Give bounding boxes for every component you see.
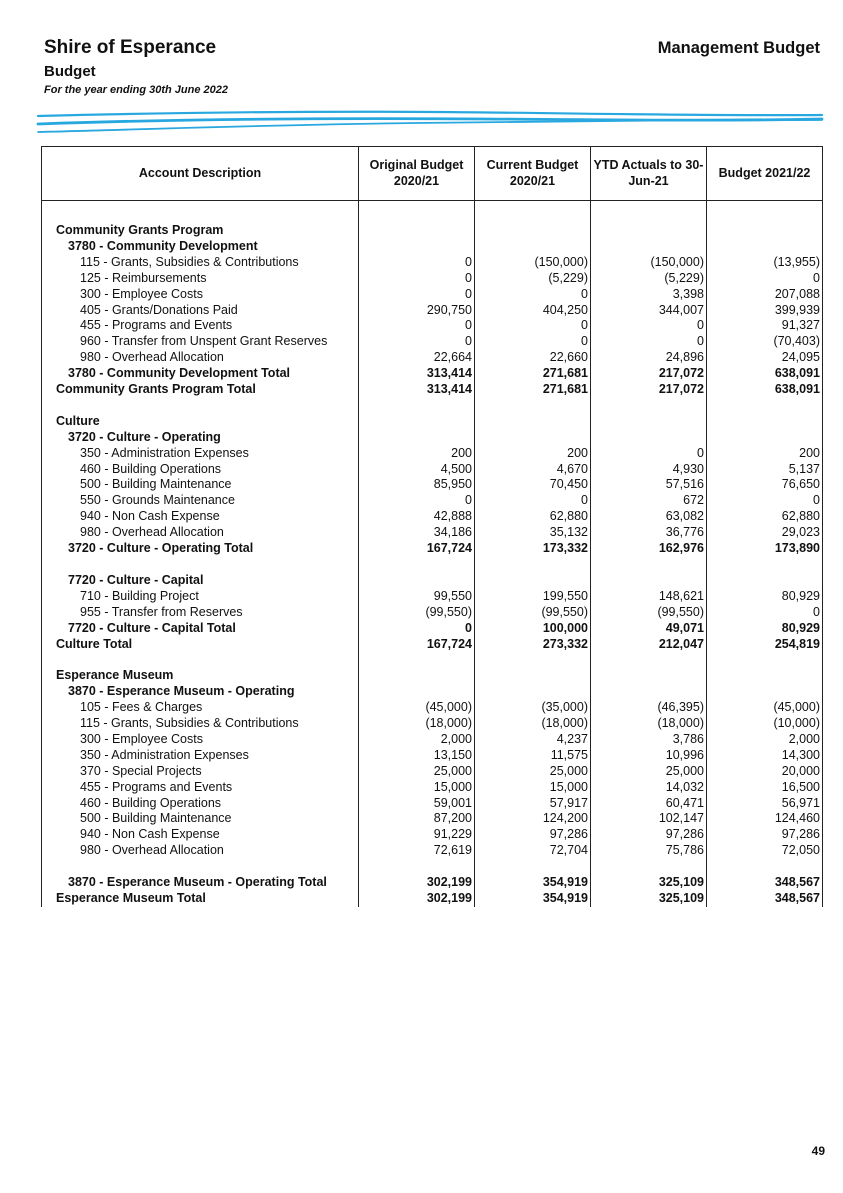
cell-original-budget: 2,000 <box>359 732 475 748</box>
total-row <box>42 891 823 907</box>
cell-ytd-actuals: 148,621 <box>591 589 707 605</box>
cell-original-budget <box>359 239 475 255</box>
cell-budget-2021-22: 62,880 <box>707 509 823 525</box>
cell-current-budget: (35,000) <box>475 700 591 716</box>
cell-ytd-actuals: (18,000) <box>591 716 707 732</box>
cell-original-budget: 0 <box>359 621 475 637</box>
cell-budget-2021-22: (10,000) <box>707 716 823 732</box>
cell-current-budget: (18,000) <box>475 716 591 732</box>
cell-budget-2021-22: 16,500 <box>707 780 823 796</box>
cell-ytd-actuals: 97,286 <box>591 827 707 843</box>
cell-original-budget <box>359 223 475 239</box>
cell-current-budget: 15,000 <box>475 780 591 796</box>
cell-current-budget: 354,919 <box>475 875 591 891</box>
account-description: 710 - Building Project <box>42 589 359 605</box>
table-row <box>42 287 823 303</box>
cell-budget-2021-22: 399,939 <box>707 303 823 319</box>
cell-current-budget <box>475 573 591 589</box>
budget-table <box>41 146 823 907</box>
cell-ytd-actuals: 217,072 <box>591 382 707 398</box>
organisation-title: Shire of Esperance <box>44 37 217 58</box>
cell-budget-2021-22: 0 <box>707 271 823 287</box>
cell-original-budget: 167,724 <box>359 637 475 653</box>
table-row <box>42 764 823 780</box>
cell-original-budget: 0 <box>359 287 475 303</box>
cell-ytd-actuals <box>591 557 707 573</box>
table-row <box>42 462 823 478</box>
account-description: Esperance Museum <box>42 668 359 684</box>
table-row <box>42 700 823 716</box>
account-description: 960 - Transfer from Unspent Grant Reserves <box>42 334 359 350</box>
cell-budget-2021-22: 80,929 <box>707 621 823 637</box>
budget-table-header <box>42 147 823 201</box>
cell-ytd-actuals: 344,007 <box>591 303 707 319</box>
cell-ytd-actuals: 57,516 <box>591 477 707 493</box>
account-description: 3870 - Esperance Museum - Operating <box>42 684 359 700</box>
cell-budget-2021-22: 76,650 <box>707 477 823 493</box>
cell-current-budget <box>475 223 591 239</box>
section-heading-row <box>42 239 823 255</box>
table-row <box>42 477 823 493</box>
table-row <box>42 780 823 796</box>
account-description: 460 - Building Operations <box>42 796 359 812</box>
account-description <box>42 859 359 875</box>
cell-original-budget: 15,000 <box>359 780 475 796</box>
cell-original-budget: 200 <box>359 446 475 462</box>
account-description: 125 - Reimbursements <box>42 271 359 287</box>
cell-ytd-actuals <box>591 239 707 255</box>
page-number: 49 <box>811 1144 825 1158</box>
cell-budget-2021-22: 2,000 <box>707 732 823 748</box>
cell-original-budget: 91,229 <box>359 827 475 843</box>
spacer-row <box>42 557 823 573</box>
cell-ytd-actuals <box>591 668 707 684</box>
account-description: 405 - Grants/Donations Paid <box>42 303 359 319</box>
spacer-row <box>42 652 823 668</box>
cell-current-budget: 0 <box>475 287 591 303</box>
cell-current-budget <box>475 652 591 668</box>
account-description: 460 - Building Operations <box>42 462 359 478</box>
cell-budget-2021-22 <box>707 201 823 224</box>
cell-original-budget: 0 <box>359 318 475 334</box>
cell-budget-2021-22 <box>707 684 823 700</box>
table-row <box>42 811 823 827</box>
cell-budget-2021-22: 0 <box>707 493 823 509</box>
account-description: 3720 - Culture - Operating Total <box>42 541 359 557</box>
cell-current-budget: 173,332 <box>475 541 591 557</box>
cell-ytd-actuals: 3,398 <box>591 287 707 303</box>
cell-budget-2021-22: 124,460 <box>707 811 823 827</box>
cell-original-budget: 85,950 <box>359 477 475 493</box>
cell-ytd-actuals: 63,082 <box>591 509 707 525</box>
account-description <box>42 652 359 668</box>
cell-ytd-actuals: (46,395) <box>591 700 707 716</box>
cell-current-budget: 273,332 <box>475 637 591 653</box>
cell-budget-2021-22: (70,403) <box>707 334 823 350</box>
cell-current-budget: 200 <box>475 446 591 462</box>
account-description: 300 - Employee Costs <box>42 732 359 748</box>
cell-original-budget: 87,200 <box>359 811 475 827</box>
col-header-ytd-actuals: YTD Actuals to 30-Jun-21 <box>591 147 707 201</box>
cell-ytd-actuals: 162,976 <box>591 541 707 557</box>
cell-ytd-actuals: 10,996 <box>591 748 707 764</box>
cell-budget-2021-22: 72,050 <box>707 843 823 859</box>
cell-budget-2021-22: 200 <box>707 446 823 462</box>
cell-ytd-actuals: 0 <box>591 334 707 350</box>
section-heading-row <box>42 414 823 430</box>
cell-original-budget: 42,888 <box>359 509 475 525</box>
table-row <box>42 334 823 350</box>
cell-budget-2021-22 <box>707 859 823 875</box>
brand-swoosh-graphic <box>36 110 826 136</box>
account-description: 980 - Overhead Allocation <box>42 350 359 366</box>
cell-original-budget: (99,550) <box>359 605 475 621</box>
account-description <box>42 201 359 224</box>
cell-current-budget <box>475 414 591 430</box>
cell-ytd-actuals: 0 <box>591 318 707 334</box>
cell-current-budget: 97,286 <box>475 827 591 843</box>
cell-ytd-actuals: 75,786 <box>591 843 707 859</box>
cell-current-budget: 271,681 <box>475 366 591 382</box>
table-row <box>42 350 823 366</box>
cell-current-budget: 199,550 <box>475 589 591 605</box>
account-description: 115 - Grants, Subsidies & Contributions <box>42 716 359 732</box>
cell-original-budget: 167,724 <box>359 541 475 557</box>
cell-original-budget: 0 <box>359 493 475 509</box>
cell-budget-2021-22: 14,300 <box>707 748 823 764</box>
account-description: 115 - Grants, Subsidies & Contributions <box>42 255 359 271</box>
table-row <box>42 605 823 621</box>
cell-current-budget: 70,450 <box>475 477 591 493</box>
cell-current-budget <box>475 430 591 446</box>
cell-budget-2021-22: (45,000) <box>707 700 823 716</box>
cell-ytd-actuals <box>591 684 707 700</box>
total-row <box>42 366 823 382</box>
header-row <box>42 147 823 201</box>
table-row <box>42 843 823 859</box>
cell-original-budget: 99,550 <box>359 589 475 605</box>
cell-current-budget: 62,880 <box>475 509 591 525</box>
cell-current-budget: 22,660 <box>475 350 591 366</box>
section-heading-row <box>42 668 823 684</box>
table-row <box>42 732 823 748</box>
table-row <box>42 318 823 334</box>
cell-budget-2021-22: 5,137 <box>707 462 823 478</box>
cell-current-budget: 271,681 <box>475 382 591 398</box>
cell-current-budget: 124,200 <box>475 811 591 827</box>
cell-original-budget: 302,199 <box>359 891 475 907</box>
cell-ytd-actuals: 325,109 <box>591 891 707 907</box>
account-description: 955 - Transfer from Reserves <box>42 605 359 621</box>
account-description: 980 - Overhead Allocation <box>42 525 359 541</box>
cell-current-budget: 0 <box>475 334 591 350</box>
cell-current-budget: 57,917 <box>475 796 591 812</box>
cell-ytd-actuals: 0 <box>591 446 707 462</box>
cell-ytd-actuals: 25,000 <box>591 764 707 780</box>
cell-budget-2021-22: 207,088 <box>707 287 823 303</box>
cell-current-budget <box>475 239 591 255</box>
cell-original-budget: 313,414 <box>359 382 475 398</box>
cell-original-budget: 290,750 <box>359 303 475 319</box>
cell-budget-2021-22: 638,091 <box>707 366 823 382</box>
cell-budget-2021-22 <box>707 398 823 414</box>
cell-budget-2021-22: 97,286 <box>707 827 823 843</box>
cell-original-budget: 59,001 <box>359 796 475 812</box>
cell-ytd-actuals: 36,776 <box>591 525 707 541</box>
cell-original-budget: 13,150 <box>359 748 475 764</box>
cell-budget-2021-22: 173,890 <box>707 541 823 557</box>
cell-budget-2021-22: 56,971 <box>707 796 823 812</box>
cell-original-budget: 0 <box>359 255 475 271</box>
table-row <box>42 525 823 541</box>
cell-ytd-actuals: (150,000) <box>591 255 707 271</box>
cell-current-budget: (99,550) <box>475 605 591 621</box>
table-row <box>42 589 823 605</box>
table-row <box>42 303 823 319</box>
cell-original-budget: 313,414 <box>359 366 475 382</box>
col-header-current-budget: Current Budget 2020/21 <box>475 147 591 201</box>
cell-budget-2021-22 <box>707 414 823 430</box>
cell-ytd-actuals: 60,471 <box>591 796 707 812</box>
cell-original-budget <box>359 414 475 430</box>
account-description: 370 - Special Projects <box>42 764 359 780</box>
cell-ytd-actuals <box>591 859 707 875</box>
col-header-original-budget: Original Budget 2020/21 <box>359 147 475 201</box>
cell-current-budget: 11,575 <box>475 748 591 764</box>
cell-original-budget: 302,199 <box>359 875 475 891</box>
spacer-row <box>42 398 823 414</box>
cell-ytd-actuals: 212,047 <box>591 637 707 653</box>
cell-budget-2021-22 <box>707 223 823 239</box>
account-description: Community Grants Program Total <box>42 382 359 398</box>
account-description: Esperance Museum Total <box>42 891 359 907</box>
account-description: 3720 - Culture - Operating <box>42 430 359 446</box>
cell-ytd-actuals <box>591 652 707 668</box>
table-row <box>42 796 823 812</box>
section-heading-row <box>42 684 823 700</box>
account-description: 940 - Non Cash Expense <box>42 509 359 525</box>
cell-budget-2021-22: 0 <box>707 605 823 621</box>
budget-table-body <box>42 201 823 907</box>
cell-budget-2021-22 <box>707 573 823 589</box>
cell-original-budget: 0 <box>359 271 475 287</box>
cell-current-budget: 4,237 <box>475 732 591 748</box>
account-description: 980 - Overhead Allocation <box>42 843 359 859</box>
cell-original-budget <box>359 573 475 589</box>
cell-current-budget <box>475 859 591 875</box>
cell-original-budget <box>359 668 475 684</box>
cell-current-budget <box>475 201 591 224</box>
table-row <box>42 827 823 843</box>
account-description: Community Grants Program <box>42 223 359 239</box>
section-heading-row <box>42 430 823 446</box>
account-description: 300 - Employee Costs <box>42 287 359 303</box>
cell-budget-2021-22 <box>707 652 823 668</box>
cell-budget-2021-22: 24,095 <box>707 350 823 366</box>
cell-current-budget: 100,000 <box>475 621 591 637</box>
cell-budget-2021-22: 254,819 <box>707 637 823 653</box>
cell-current-budget: 35,132 <box>475 525 591 541</box>
account-description: 350 - Administration Expenses <box>42 446 359 462</box>
document-type: Management Budget <box>657 39 820 57</box>
reporting-period: For the year ending 30th June 2022 <box>44 84 229 96</box>
cell-budget-2021-22 <box>707 668 823 684</box>
cell-current-budget: 72,704 <box>475 843 591 859</box>
cell-budget-2021-22: 91,327 <box>707 318 823 334</box>
cell-ytd-actuals: 49,071 <box>591 621 707 637</box>
table-row <box>42 271 823 287</box>
account-description <box>42 557 359 573</box>
cell-original-budget <box>359 684 475 700</box>
account-description: 500 - Building Maintenance <box>42 811 359 827</box>
cell-current-budget: (150,000) <box>475 255 591 271</box>
total-row <box>42 637 823 653</box>
cell-ytd-actuals <box>591 573 707 589</box>
cell-original-budget <box>359 557 475 573</box>
cell-current-budget: 0 <box>475 318 591 334</box>
cell-original-budget: (45,000) <box>359 700 475 716</box>
account-description: 105 - Fees & Charges <box>42 700 359 716</box>
table-row <box>42 255 823 271</box>
table-row <box>42 748 823 764</box>
account-description: 350 - Administration Expenses <box>42 748 359 764</box>
cell-ytd-actuals <box>591 201 707 224</box>
spacer-row <box>42 201 823 224</box>
cell-ytd-actuals: (99,550) <box>591 605 707 621</box>
table-row <box>42 493 823 509</box>
account-description: 455 - Programs and Events <box>42 318 359 334</box>
cell-original-budget <box>359 430 475 446</box>
cell-ytd-actuals: 672 <box>591 493 707 509</box>
cell-original-budget: 72,619 <box>359 843 475 859</box>
total-row <box>42 382 823 398</box>
cell-budget-2021-22: 20,000 <box>707 764 823 780</box>
account-description: 455 - Programs and Events <box>42 780 359 796</box>
account-description: 550 - Grounds Maintenance <box>42 493 359 509</box>
cell-budget-2021-22 <box>707 557 823 573</box>
cell-current-budget: 354,919 <box>475 891 591 907</box>
cell-current-budget: (5,229) <box>475 271 591 287</box>
cell-original-budget: 0 <box>359 334 475 350</box>
cell-current-budget: 25,000 <box>475 764 591 780</box>
table-row <box>42 509 823 525</box>
cell-budget-2021-22: 348,567 <box>707 875 823 891</box>
cell-current-budget: 4,670 <box>475 462 591 478</box>
account-description: 3870 - Esperance Museum - Operating Total <box>42 875 359 891</box>
cell-ytd-actuals: 217,072 <box>591 366 707 382</box>
cell-original-budget: 25,000 <box>359 764 475 780</box>
table-row <box>42 716 823 732</box>
cell-original-budget <box>359 201 475 224</box>
cell-ytd-actuals <box>591 223 707 239</box>
cell-ytd-actuals: (5,229) <box>591 271 707 287</box>
account-description: 3780 - Community Development Total <box>42 366 359 382</box>
account-description: 500 - Building Maintenance <box>42 477 359 493</box>
document-subtitle: Budget <box>44 63 96 80</box>
table-row <box>42 446 823 462</box>
cell-ytd-actuals <box>591 414 707 430</box>
cell-current-budget: 404,250 <box>475 303 591 319</box>
cell-ytd-actuals: 14,032 <box>591 780 707 796</box>
cell-budget-2021-22 <box>707 239 823 255</box>
total-row <box>42 541 823 557</box>
cell-current-budget: 0 <box>475 493 591 509</box>
cell-budget-2021-22: 29,023 <box>707 525 823 541</box>
cell-ytd-actuals <box>591 398 707 414</box>
cell-budget-2021-22: 348,567 <box>707 891 823 907</box>
section-heading-row <box>42 223 823 239</box>
cell-budget-2021-22: (13,955) <box>707 255 823 271</box>
spacer-row <box>42 859 823 875</box>
cell-current-budget <box>475 398 591 414</box>
cell-original-budget: 22,664 <box>359 350 475 366</box>
cell-original-budget: (18,000) <box>359 716 475 732</box>
cell-original-budget <box>359 859 475 875</box>
account-description: 940 - Non Cash Expense <box>42 827 359 843</box>
cell-ytd-actuals: 3,786 <box>591 732 707 748</box>
section-heading-row <box>42 573 823 589</box>
account-description: 3780 - Community Development <box>42 239 359 255</box>
cell-ytd-actuals <box>591 430 707 446</box>
account-description: Culture Total <box>42 637 359 653</box>
col-header-budget-2021-22: Budget 2021/22 <box>707 147 823 201</box>
account-description <box>42 398 359 414</box>
cell-current-budget <box>475 684 591 700</box>
total-row <box>42 621 823 637</box>
cell-budget-2021-22 <box>707 430 823 446</box>
cell-original-budget <box>359 652 475 668</box>
cell-ytd-actuals: 325,109 <box>591 875 707 891</box>
cell-ytd-actuals: 24,896 <box>591 350 707 366</box>
cell-budget-2021-22: 638,091 <box>707 382 823 398</box>
cell-budget-2021-22: 80,929 <box>707 589 823 605</box>
cell-original-budget: 4,500 <box>359 462 475 478</box>
total-row <box>42 875 823 891</box>
cell-original-budget <box>359 398 475 414</box>
cell-original-budget: 34,186 <box>359 525 475 541</box>
cell-ytd-actuals: 102,147 <box>591 811 707 827</box>
cell-current-budget <box>475 557 591 573</box>
account-description: 7720 - Culture - Capital <box>42 573 359 589</box>
col-header-account-description: Account Description <box>42 147 359 201</box>
cell-ytd-actuals: 4,930 <box>591 462 707 478</box>
cell-current-budget <box>475 668 591 684</box>
account-description: 7720 - Culture - Capital Total <box>42 621 359 637</box>
account-description: Culture <box>42 414 359 430</box>
